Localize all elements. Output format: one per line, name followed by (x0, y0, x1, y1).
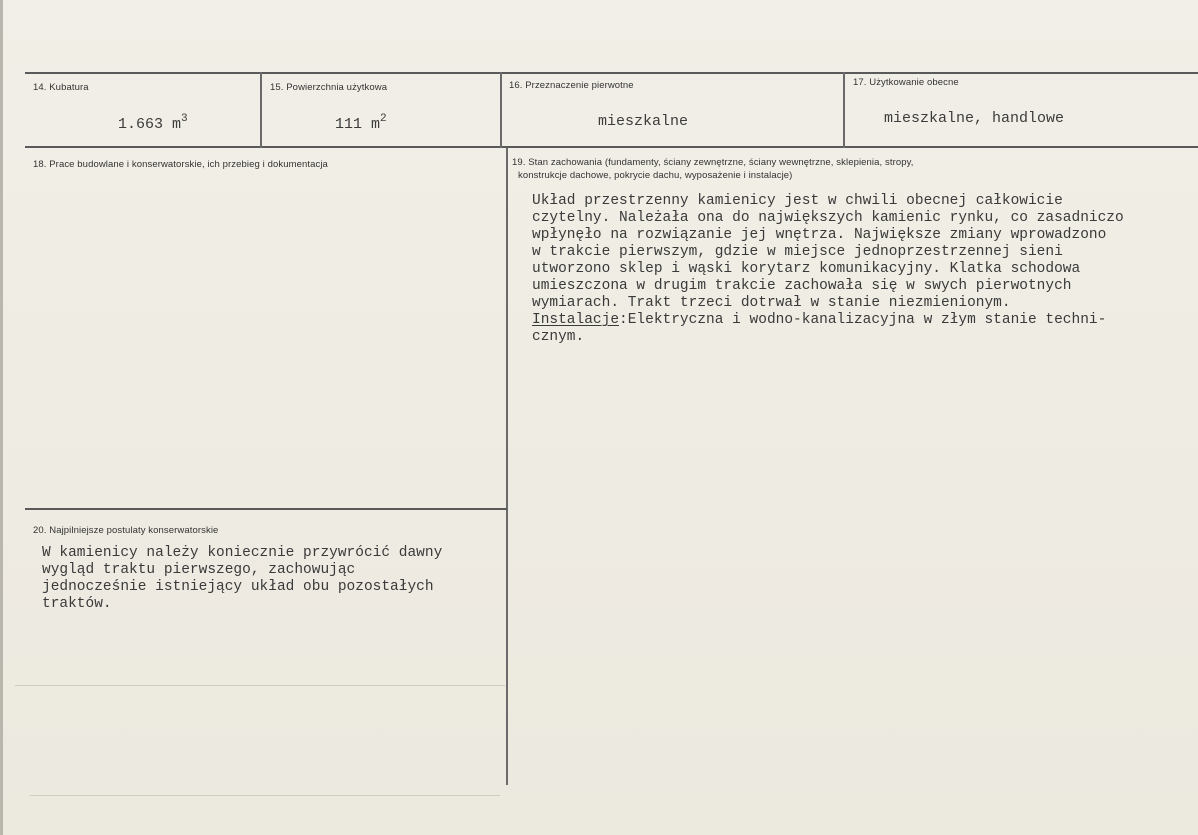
col-divider-3 (843, 72, 845, 148)
section20-top-border (25, 508, 507, 510)
section18-label: 18. Prace budowlane i konserwatorskie, ich przebieg i dokumentacja (33, 159, 328, 170)
section19-line-4: w trakcie pierwszym, gdzie w miejsce jednoprzestrzennej sieni (532, 244, 1063, 260)
middle-divider (506, 148, 508, 785)
top-row-top-border (25, 72, 1198, 74)
section20-text (42, 545, 442, 613)
card-edge (0, 0, 3, 835)
section19-text (532, 193, 1124, 346)
instalacje-text: :Elektryczna i wodno-kanalizacyjna w złym stanie techni- (619, 312, 1107, 328)
section19-line-5: utworzono sklep i wąski korytarz komunikacyjny. Klatka schodowa (532, 261, 1081, 277)
section20-label: 20. Najpilniejsze postulaty konserwatorskie (33, 525, 219, 536)
section20-line-3: jednocześnie istniejący układ obu pozostałych (42, 579, 434, 595)
section20-line-4: traktów. (42, 596, 112, 612)
uzytkowanie-value: mieszkalne, handlowe (884, 110, 1065, 127)
powierzchnia-label: 15. Powierzchnia użytkowa (270, 82, 388, 93)
powierzchnia-value: 111 $m^2$ (335, 113, 387, 133)
instalacje-heading: Instalacje (532, 312, 620, 328)
kubatura-label: 14. Kubatura (33, 82, 89, 93)
faint-rule-1 (15, 685, 505, 686)
section19-label-line1: 19. Stan zachowania (fundamenty, ściany zewnętrzne, ściany wewnętrzne, sklepienia, stropy, (512, 157, 914, 168)
faint-rule-2 (30, 795, 500, 796)
section19-line-7: wymiarach. Trakt trzeci dotrwał w stanie niezmienionym. (532, 295, 1011, 311)
section19-label-line2: konstrukcje dachowe, pokrycie dachu, wyposażenie i instalacje) (518, 170, 793, 181)
przeznaczenie-value: mieszkalne (598, 113, 689, 130)
section20-line-1: W kamienicy należy koniecznie przywrócić dawny (42, 545, 443, 561)
section20-line-2: wygląd traktu pierwszego, zachowując (42, 562, 356, 578)
section19-line-1: Układ przestrzenny kamienicy jest w chwili obecnej całkowicie (532, 193, 1063, 209)
col-divider-1 (260, 72, 262, 148)
section19-line-6: umieszczona w drugim trakcie zachowała się w swych pierwotnych (532, 278, 1072, 294)
kubatura-unit-exponent: 3 (181, 113, 188, 125)
przeznaczenie-label: 16. Przeznaczenie pierwotne (509, 80, 634, 91)
uzytkowanie-label: 17. Użytkowanie obecne (853, 77, 959, 88)
col-divider-2 (500, 72, 502, 148)
section19-instalacje-line (532, 312, 1124, 329)
kubatura-value: 1.663 $m^3$ (118, 113, 188, 133)
section19-line-2: czytelny. Należała ona do największych kamienic rynku, co zasadniczo (532, 210, 1124, 226)
powierzchnia-unit-exponent: 2 (380, 113, 387, 125)
top-row-bottom-border (25, 146, 1198, 148)
section19-instalacje-cont: cznym. (532, 329, 585, 345)
section19-line-3: wpłynęło na rozwiązanie jej wnętrza. Największe zmiany wprowadzono (532, 227, 1107, 243)
